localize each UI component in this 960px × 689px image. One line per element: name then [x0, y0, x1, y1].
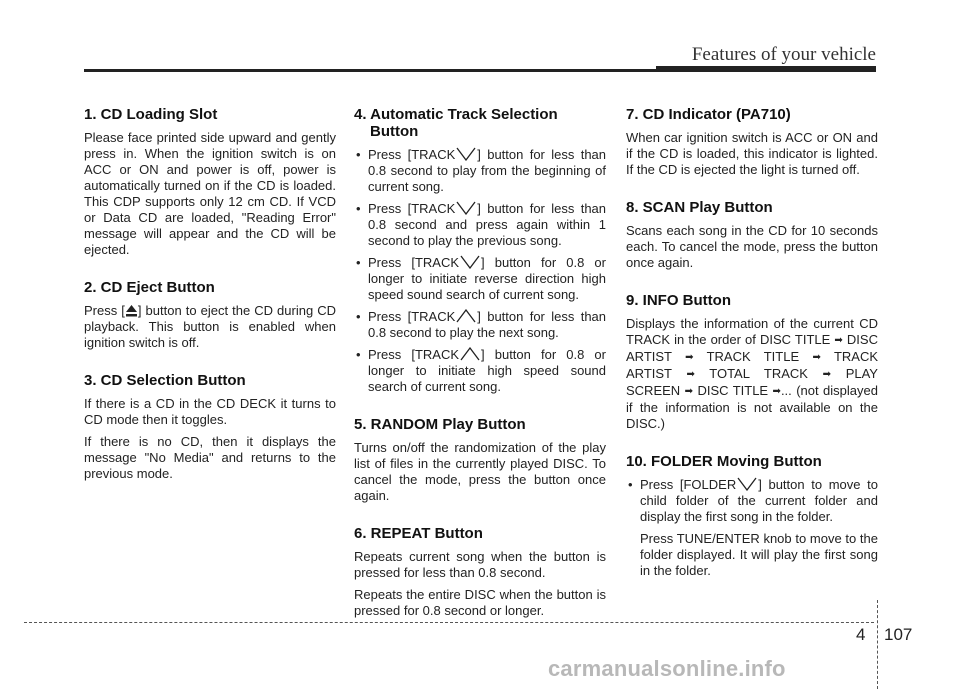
list-item: [354, 147, 606, 195]
list-item: [354, 255, 606, 303]
text-fragment: Press [FOLDER: [640, 477, 737, 492]
section-folder-moving-button: [626, 453, 878, 579]
right-arrow-icon: ➡: [822, 369, 832, 380]
right-arrow-icon: ➡: [686, 369, 695, 380]
section-repeat-button: [354, 525, 606, 619]
section-heading: 9. INFO Button: [626, 292, 731, 309]
section-heading: 5. RANDOM Play Button: [354, 416, 526, 433]
text-fragment: ] button for less than 0.8 second to play from the beginning of current song.: [368, 147, 607, 194]
text-fragment: Press [TRACK: [368, 309, 456, 324]
section-text: Press TUNE/ENTER knob to move to the folder displayed. It will play the first song in the folder.: [640, 531, 878, 578]
list-item: [354, 309, 606, 341]
chevron-up-icon: [456, 309, 476, 323]
list-item: [354, 201, 606, 249]
chapter-number: 4: [856, 625, 866, 644]
section-heading: 10. FOLDER Moving Button: [626, 453, 822, 470]
right-arrow-icon: ➡: [812, 352, 821, 363]
bullet: •: [356, 255, 361, 270]
watermark: carmanualsonline.info: [548, 656, 786, 681]
section-text: If there is no CD, then it displays the message "No Media" and returns to the previous mode.: [84, 434, 336, 481]
footer-divider: [877, 600, 878, 689]
text-fragment: DISC ARTIST: [626, 332, 878, 364]
column-right: [626, 106, 878, 600]
eject-icon: [126, 305, 137, 317]
text-fragment: Press [: [84, 303, 125, 318]
section-heading: 4. Automatic Track Selection Button: [354, 106, 558, 140]
section-text: [84, 303, 336, 351]
section-text: When car ignition switch is ACC or ON and if the CD is loaded, this indicator is lighted. If the CD is ejected the light is turned off.: [626, 130, 878, 177]
right-arrow-icon: ➡: [685, 352, 694, 363]
section-text: [626, 316, 878, 432]
list-item: [626, 477, 878, 525]
page-number: 107: [884, 625, 913, 644]
text-fragment: ] button for less than 0.8 second and press again within 1 second to play the previous song.: [368, 201, 607, 248]
chevron-down-icon: [737, 477, 757, 491]
page-header-title: Features of your vehicle: [691, 44, 876, 65]
chevron-down-icon: [456, 201, 476, 215]
header-bar: [656, 66, 876, 72]
text-fragment: TOTAL TRACK: [709, 366, 808, 381]
section-heading: 6. REPEAT Button: [354, 525, 483, 542]
chevron-up-icon: [460, 347, 480, 361]
right-arrow-icon: ➡: [684, 386, 694, 397]
section-text: Repeats the entire DISC when the button is pressed for 0.8 second or longer.: [354, 587, 606, 618]
section-text: If there is a CD in the CD DECK it turns to CD mode then it toggles.: [84, 396, 336, 427]
bullet: •: [356, 147, 361, 162]
section-info-button: [626, 292, 878, 432]
section-heading: 7. CD Indicator (PA710): [626, 106, 791, 123]
section-cd-indicator: [626, 106, 878, 178]
bullet: •: [356, 309, 361, 324]
text-fragment: TRACK ARTIST: [626, 349, 878, 381]
section-cd-eject-button: [84, 279, 336, 351]
text-fragment: ] button to move to child folder of the current folder and display the first song in the folder.: [640, 477, 878, 524]
text-fragment: Press [TRACK: [368, 255, 460, 270]
column-middle: [354, 106, 606, 640]
bullet-list: [354, 147, 606, 395]
text-fragment: Press [TRACK: [368, 347, 460, 362]
bullet: •: [628, 477, 633, 492]
section-cd-loading-slot: [84, 106, 336, 258]
section-heading: 3. CD Selection Button: [84, 372, 246, 389]
section-heading: 1. CD Loading Slot: [84, 106, 218, 123]
section-text: Repeats current song when the button is pressed for less than 0.8 second.: [354, 549, 606, 580]
section-heading: 8. SCAN Play Button: [626, 199, 773, 216]
bullet: •: [356, 201, 361, 216]
section-text: Please face printed side upward and gently press in. When the ignition switch is on ACC or ON and power is off, power is automatically turned on if the CD is loaded. This CDP supports only 12 cm CD. If VCD or Data CD are loaded, "Reading Error" message will appear and the CD will be ejected.: [84, 130, 336, 257]
section-text: Turns on/off the randomization of the play list of files in the currently played DISC. To cancel the mode, press the button once again.: [354, 440, 606, 503]
list-item: [354, 347, 606, 395]
text-fragment: TRACK TITLE: [706, 349, 800, 364]
text-fragment: Press [TRACK: [368, 201, 456, 216]
footer-rule: [24, 622, 874, 623]
text-fragment: ] button for 0.8 or longer to initiate reverse direction high speed sound search of current song.: [368, 255, 606, 302]
right-arrow-icon: ➡: [772, 386, 781, 397]
text-fragment: PLAY SCREEN: [626, 366, 878, 398]
text-fragment: Press [TRACK: [368, 147, 456, 162]
section-text: Scans each song in the CD for 10 seconds each. To cancel the mode, press the button once again.: [626, 223, 878, 270]
text-fragment: DISC TITLE: [697, 383, 769, 398]
chevron-down-icon: [456, 147, 476, 161]
section-scan-play-button: [626, 199, 878, 271]
text-fragment: ] button to eject the CD during CD playback. This button is enabled when ignition switch is off.: [84, 303, 336, 350]
right-arrow-icon: ➡: [834, 335, 843, 346]
section-random-play-button: [354, 416, 606, 504]
text-fragment: ] button for 0.8 or longer to initiate high speed sound search of current song.: [368, 347, 606, 394]
text-fragment: Displays the information of the current CD TRACK in the order of DISC TITLE: [626, 316, 878, 347]
bullet: •: [356, 347, 361, 362]
section-cd-selection-button: [84, 372, 336, 482]
column-left: [84, 106, 336, 503]
bullet-list: [626, 477, 878, 525]
section-heading: 2. CD Eject Button: [84, 279, 215, 296]
section-automatic-track-selection: [354, 106, 606, 395]
chevron-down-icon: [460, 255, 480, 269]
text-fragment: ... (not displayed if the information is not available on the DISC.): [626, 383, 878, 431]
text-fragment: ] button for less than 0.8 second to play the next song.: [368, 309, 607, 340]
